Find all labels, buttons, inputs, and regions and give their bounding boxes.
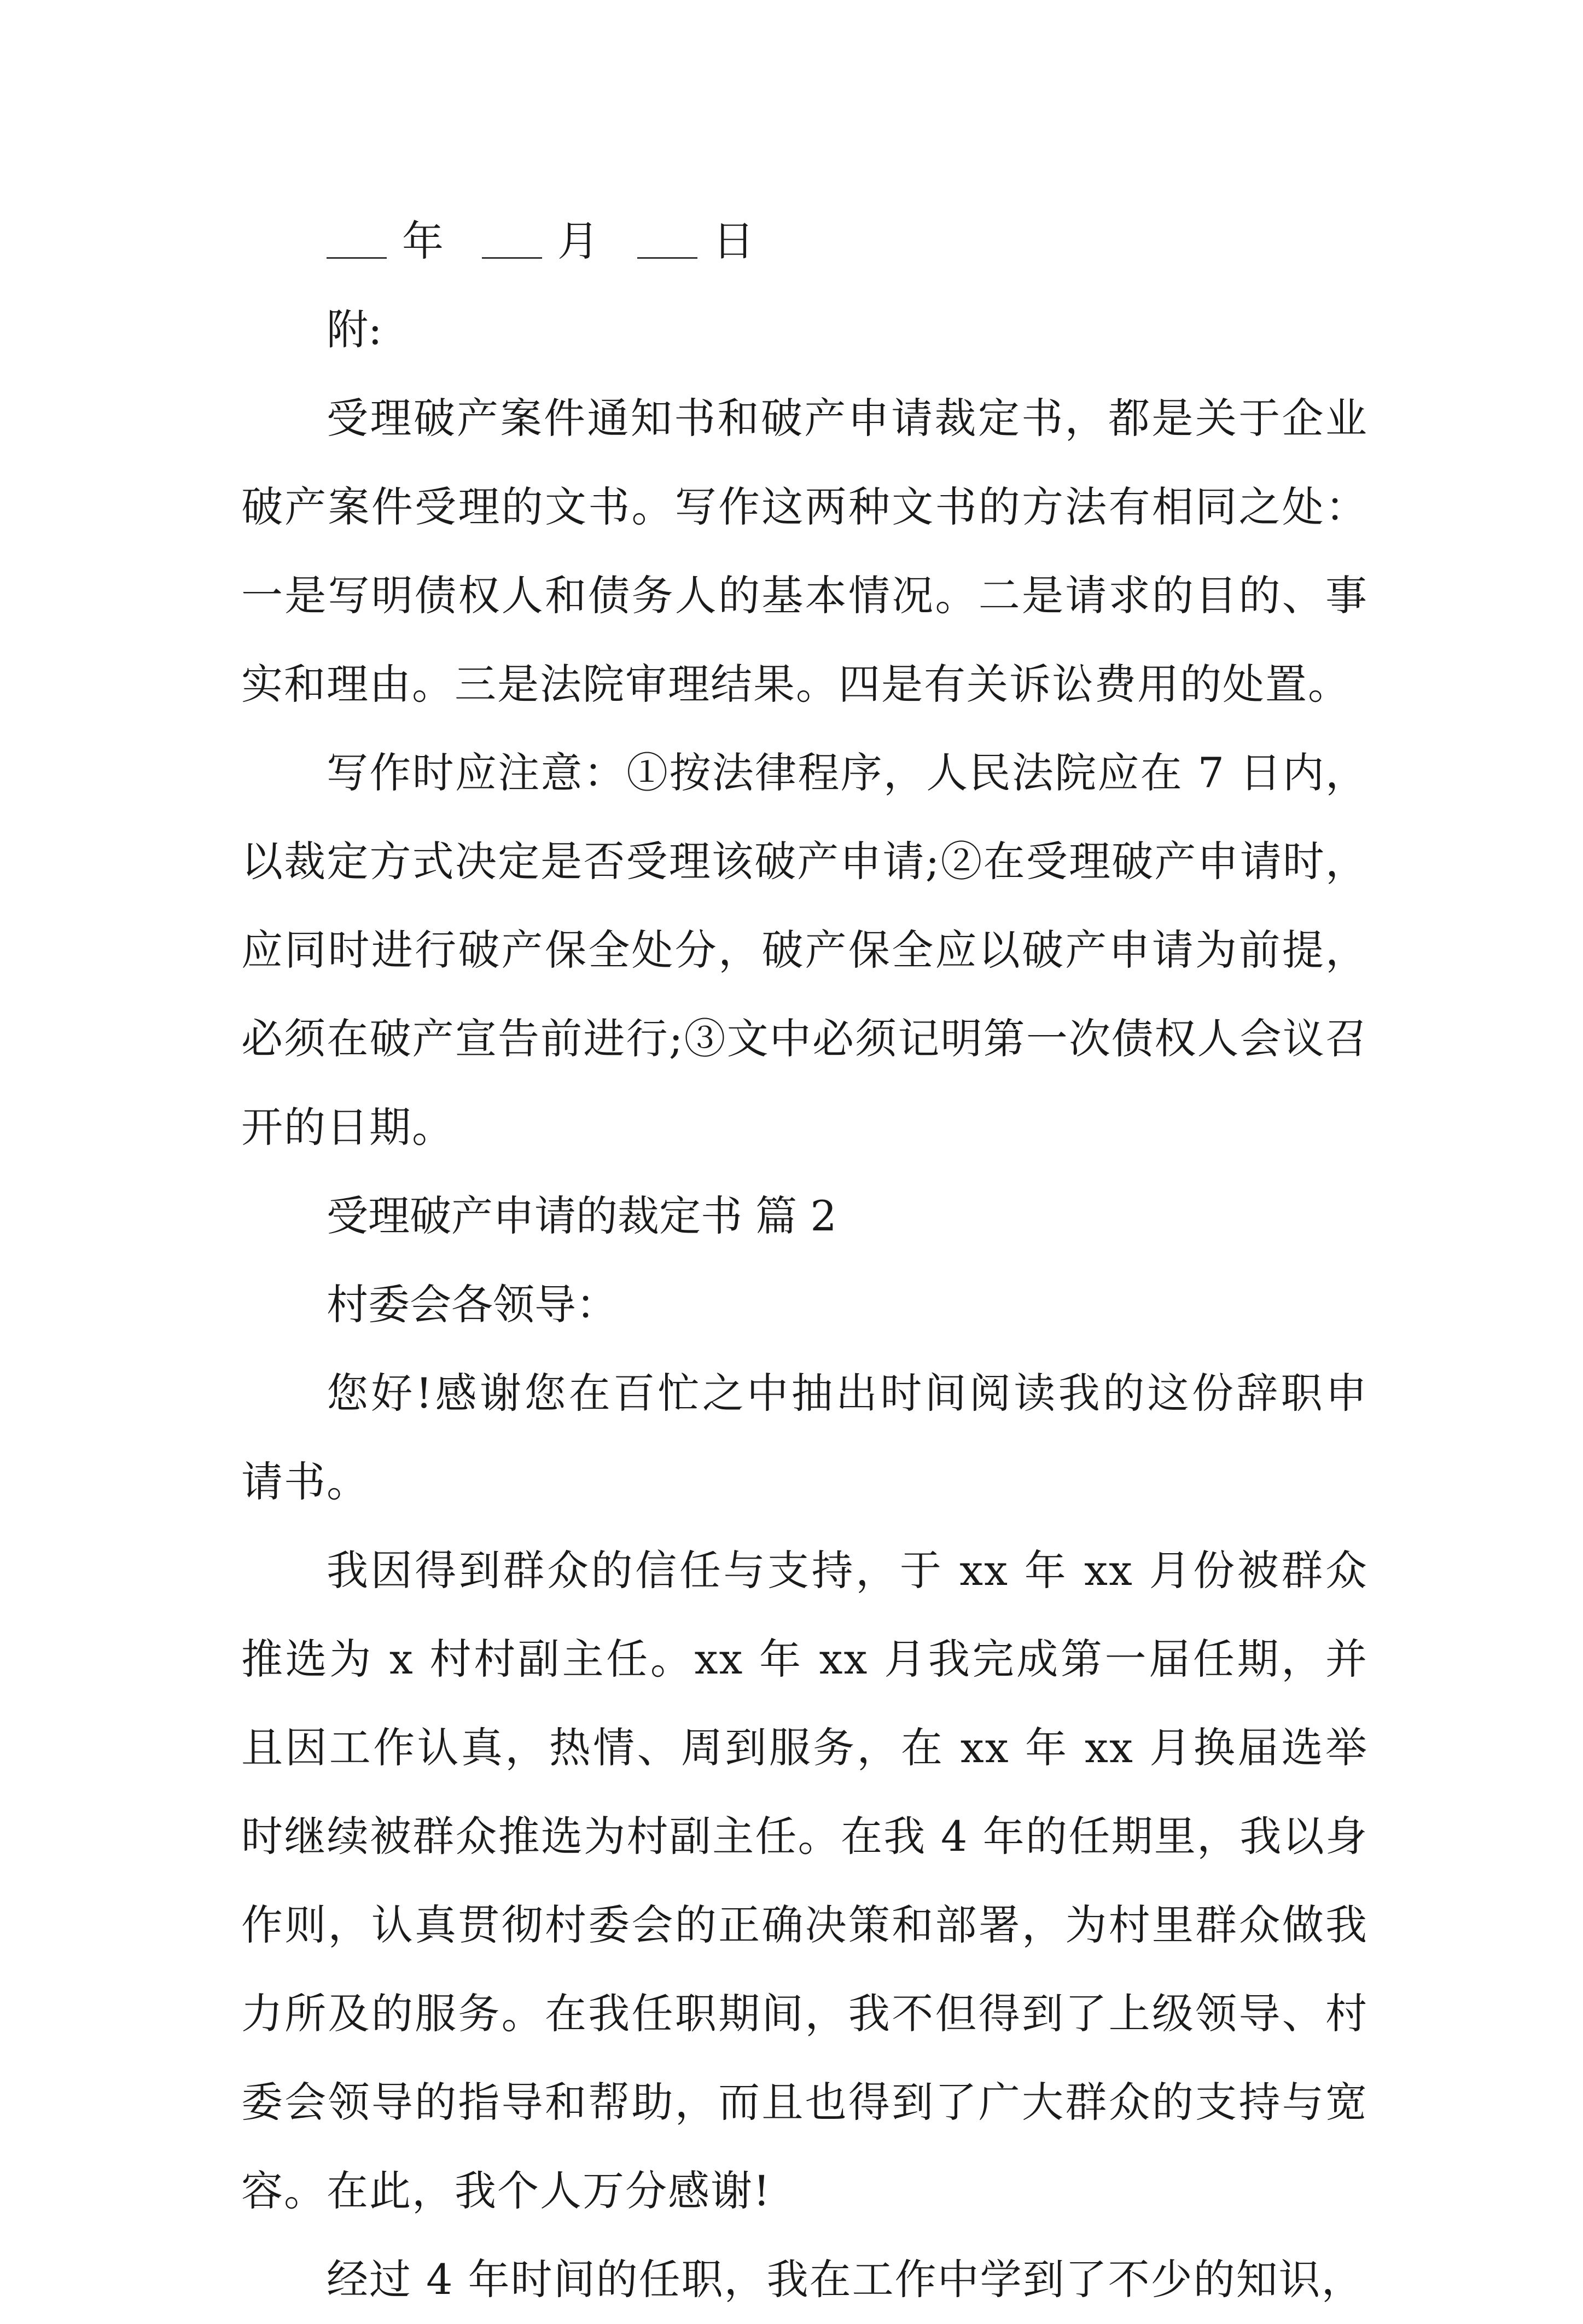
letter-paragraph-history: 我因得到群众的信任与支持，于 xx 年 xx 月份被群众推选为 x 村村副主任。xx 年 xx 月我完成第一届任期，并且因工作认真，热情、周到服务，在 xx 年 xx 月换届选举时继续被群众推选为村副主任。在我 4 年的任期里，我以身作则，认真贯彻村委会的正确决策和部署，为村里群众做我力所及的服务。在我任职期间，我不但得到了上级领导、村委会领导的指导和帮助，而且也得到了广大群众的支持与宽容。在此，我个人万分感谢! — [241, 1546, 1368, 2215]
year-label: 年 — [402, 217, 444, 265]
document-body — [241, 197, 1368, 2324]
day-label: 日 — [713, 217, 754, 265]
month-label: 月 — [557, 217, 599, 265]
paragraph-documents-intro: 受理破产案件通知书和破产申请裁定书，都是关于企业破产案件受理的文书。写作这两种文书的方法有相同之处：一是写明债权人和债务人的基本情况。二是请求的目的、事实和理由。三是法院审理结果。四是有关诉讼费用的处置。 — [241, 394, 1368, 708]
year-blank — [327, 224, 387, 259]
section-title: 受理破产申请的裁定书 篇 2 — [327, 1192, 837, 1240]
letter-paragraph-experience: 经过 4 年时间的任职，我在工作中学到了不少的知识， — [327, 2255, 1364, 2304]
letter-paragraph-greeting: 您好!感谢您在百忙之中抽出时间阅读我的这份辞职申请书。 — [241, 1369, 1368, 1506]
day-blank — [637, 224, 697, 259]
salutation: 村委会各领导： — [327, 1280, 618, 1329]
attachment-label: 附: — [327, 305, 382, 354]
paragraph-writing-notes: 写作时应注意：①按法律程序，人民法院应在 7 日内，以裁定方式决定是否受理该破产申请;②在受理破产申请时，应同时进行破产保全处分，破产保全应以破产申请为前提，必须在破产宣告前进行;③文中必须记明第一次债权人会议召开的日期。 — [241, 748, 1368, 1152]
date-line — [241, 197, 1368, 286]
month-blank — [482, 224, 542, 259]
